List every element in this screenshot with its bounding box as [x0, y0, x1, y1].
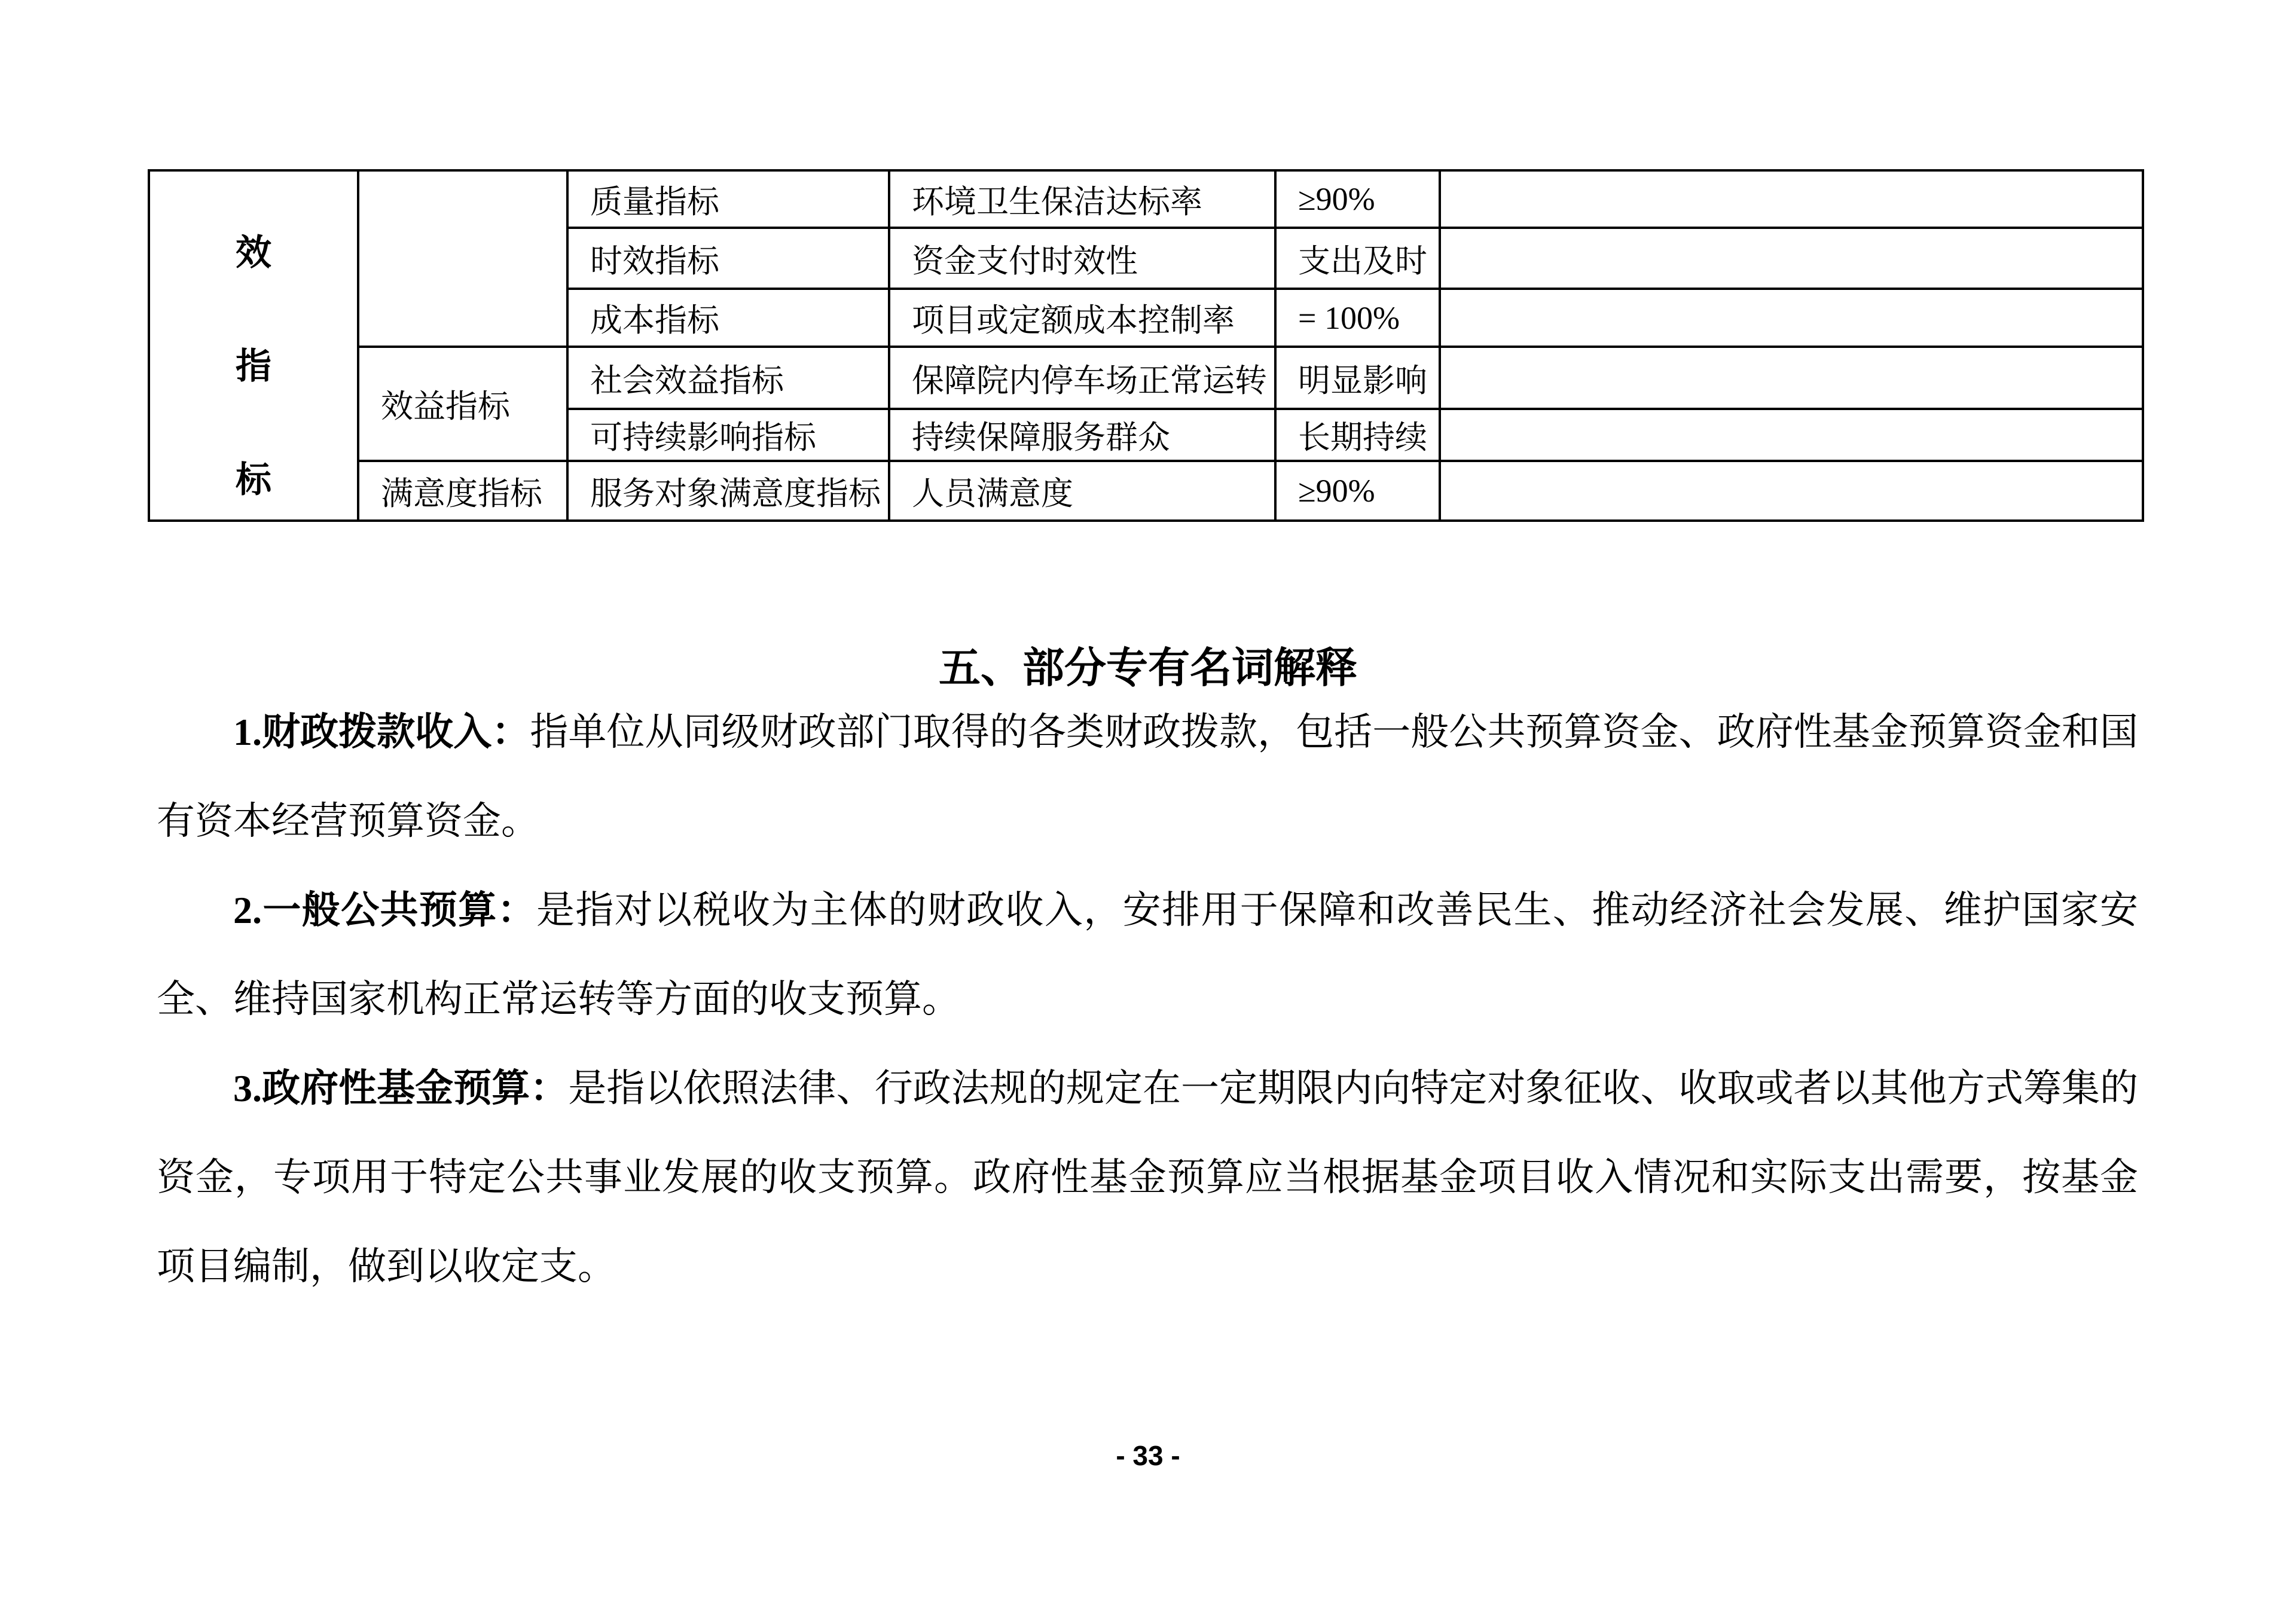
indicator-cell: 项目或定额成本控制率	[889, 289, 1275, 347]
side-header-cell	[149, 170, 358, 521]
category-cell: 质量指标	[567, 170, 889, 228]
definition-body: 是指以依照法律、行政法规的规定在一定期限内向特定对象征收、收取或者以其他方式筹集的资金，专项用于特定公共事业发展的收支预算。政府性基金预算应当根据基金项目收入情况和实际支出需要，按基金项目编制，做到以收定支。	[157, 1067, 2139, 1288]
indicator-cell: 资金支付时效性	[889, 228, 1275, 289]
definition-term: 1.财政拨款收入：	[233, 711, 530, 753]
definition-body: 是指对以税收为主体的财政收入，安排用于保障和改善民生、推动经济社会发展、维护国家安全、维持国家机构正常运转等方面的收支预算。	[157, 889, 2138, 1020]
definition-paragraph	[157, 866, 2138, 1044]
category-cell: 时效指标	[567, 228, 889, 289]
indicator-cell: 环境卫生保洁达标率	[889, 170, 1275, 228]
note-cell	[1440, 228, 2143, 289]
performance-indicator-table	[148, 169, 2144, 522]
definition-paragraph	[157, 687, 2138, 866]
category-cell: 成本指标	[567, 289, 889, 347]
target-cell: = 100%	[1275, 289, 1440, 347]
section-heading: 五、部分专有名词解释	[939, 644, 1357, 691]
note-cell	[1440, 461, 2143, 521]
indicator-cell: 人员满意度	[889, 461, 1275, 521]
definitions-block	[157, 687, 2138, 1311]
side-header-stack	[150, 188, 357, 503]
note-cell	[1440, 289, 2143, 347]
side-header-char: 标	[236, 460, 271, 500]
group-cell-blank	[358, 170, 567, 347]
target-cell: 明显影响	[1275, 347, 1440, 409]
definition-term: 2.一般公共预算：	[233, 889, 536, 931]
definition-paragraph	[157, 1044, 2138, 1311]
indicator-cell: 保障院内停车场正常运转	[889, 347, 1275, 409]
definition-term: 3.政府性基金预算：	[233, 1067, 569, 1109]
category-cell: 社会效益指标	[567, 347, 889, 409]
side-header-char: 指	[236, 347, 271, 386]
category-cell: 可持续影响指标	[567, 409, 889, 461]
group-cell: 满意度指标	[358, 461, 567, 521]
indicator-cell: 持续保障服务群众	[889, 409, 1275, 461]
page-number: - 33 -	[1116, 1440, 1180, 1471]
target-cell: 支出及时	[1275, 228, 1440, 289]
category-cell: 服务对象满意度指标	[567, 461, 889, 521]
target-cell: 长期持续	[1275, 409, 1440, 461]
definition-body: 指单位从同级财政部门取得的各类财政拨款，包括一般公共预算资金、政府性基金预算资金和国有资本经营预算资金。	[157, 711, 2138, 842]
side-header-char: 效	[236, 233, 271, 273]
note-cell	[1440, 409, 2143, 461]
target-cell: ≥90%	[1275, 461, 1440, 521]
group-cell: 效益指标	[358, 347, 567, 461]
note-cell	[1440, 347, 2143, 409]
target-cell: ≥90%	[1275, 170, 1440, 228]
note-cell	[1440, 170, 2143, 228]
